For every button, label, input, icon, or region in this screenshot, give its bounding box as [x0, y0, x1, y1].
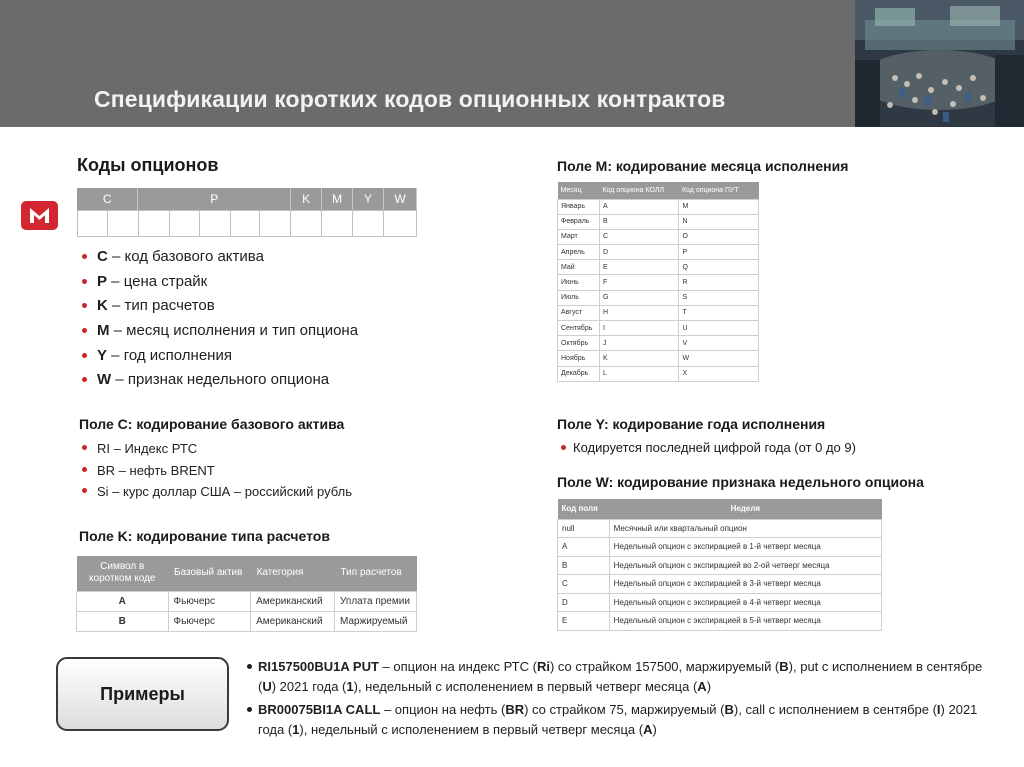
moex-logo [21, 201, 58, 230]
codes-legend-item: P – цена страйк [82, 270, 358, 295]
w-header-cell: Неделя [609, 499, 881, 519]
code-col-y: Y [353, 188, 384, 210]
examples-list [247, 657, 987, 739]
table-row: Ноябрь K W [558, 351, 759, 366]
code-cell [138, 211, 169, 237]
code-col-c: C [77, 188, 138, 210]
table-row: Апрель D P [558, 245, 759, 260]
codes-legend-item: M – месяц исполнения и тип опциона [82, 319, 358, 344]
table-row: Август H T [558, 305, 759, 320]
table-row: Июнь F R [558, 275, 759, 290]
field-c-item: Si – курс доллар США – российский рубль [82, 481, 352, 503]
field-k-heading: Поле K: кодирование типа расчетов [79, 528, 330, 544]
code-cell [384, 211, 417, 237]
field-w-table [557, 499, 882, 631]
codes-legend-list [82, 245, 358, 393]
w-header-cell: Код поля [558, 499, 610, 519]
code-cell [199, 211, 230, 237]
table-row: Октябрь J V [558, 336, 759, 351]
code-cells-row [77, 210, 417, 237]
m-header-cell: Код опциона КОЛЛ [599, 182, 679, 199]
field-c-heading: Поле C: кодирование базового актива [79, 416, 345, 432]
table-row: Июль G S [558, 290, 759, 305]
header-bar [0, 0, 1024, 127]
table-row: Январь A M [558, 199, 759, 214]
code-structure-table [77, 188, 417, 210]
code-col-p: P [138, 188, 291, 210]
table-row: D Недельный опцион с экспирацией в 4-й четверг месяца [558, 593, 882, 612]
field-y-text: Кодируется последней цифрой года (от 0 до 9) [561, 440, 856, 455]
m-header-cell: Код опциона ПУТ [679, 182, 759, 199]
table-row: null Месячный или квартальный опцион [558, 519, 882, 538]
table-row: B Фьючерс Американский Маржируемый [77, 611, 417, 631]
m-header-cell: Месяц [558, 182, 600, 199]
code-cell [291, 211, 322, 237]
table-row: Февраль B N [558, 214, 759, 229]
code-cell [107, 211, 138, 237]
code-cell [78, 211, 108, 237]
codes-legend-item: C – код базового актива [82, 245, 358, 270]
example-item: BR00075BI1A CALL – опцион на нефть (BR) со страйком 75, маржируемый (B), call с исполнением в сентябре (I) 2021 года (1), недельный с исполенением в первый четверг месяца (A) [247, 700, 987, 739]
table-row: Март C O [558, 229, 759, 244]
field-y-heading: Поле Y: кодирование года исполнения [557, 416, 826, 432]
code-cell [230, 211, 260, 237]
code-col-w: W [384, 188, 417, 210]
k-header-cell: Категория [251, 556, 335, 591]
field-c-list [82, 438, 352, 503]
examples-label-box: Примеры [56, 657, 229, 731]
table-row: E Недельный опцион с экспирацией в 5-й четверг месяца [558, 612, 882, 631]
code-col-k: K [291, 188, 322, 210]
code-cell [322, 211, 353, 237]
k-header-cell: Тип расчетов [335, 556, 417, 591]
field-c-item: BR – нефть BRENT [82, 460, 352, 482]
field-w-heading: Поле W: кодирование признака недельного опциона [557, 474, 924, 490]
codes-legend-item: Y – год исполнения [82, 344, 358, 369]
code-col-m: M [322, 188, 353, 210]
field-m-heading: Поле M: кодирование месяца исполнения [557, 158, 849, 174]
code-cell [169, 211, 199, 237]
table-row: B Недельный опцион с экспирацией во 2-ой четверг месяца [558, 556, 882, 575]
table-row: C Недельный опцион с экспирацией в 3-й четверг месяца [558, 575, 882, 594]
example-item: RI157500BU1A PUT – опцион на индекс РТС (Ri) со страйком 157500, маржируемый (B), put с исполнением в сентябре (U) 2021 года (1), недельный с исполенением в первый четверг месяца (A) [247, 657, 987, 696]
k-header-cell: Базовый актив [168, 556, 251, 591]
codes-heading: Коды опционов [77, 155, 219, 175]
codes-legend-item: W – признак недельного опциона [82, 368, 358, 393]
table-row: Декабрь L X [558, 366, 759, 381]
field-k-table [76, 556, 417, 632]
code-cell [260, 211, 291, 237]
table-row: Сентябрь I U [558, 321, 759, 336]
codes-legend-item: K – тип расчетов [82, 294, 358, 319]
field-m-table [557, 182, 759, 382]
code-cell [353, 211, 384, 237]
table-row: A Фьючерс Американский Уплата премии [77, 591, 417, 611]
trading-floor-photo [855, 0, 1024, 127]
page-title: Спецификации коротких кодов опционных контрактов [94, 86, 726, 112]
table-row: Май E Q [558, 260, 759, 275]
k-header-cell: Символ в коротком коде [77, 556, 169, 591]
field-c-item: RI – Индекс РТС [82, 438, 352, 460]
table-row: A Недельный опцион с экспирацией в 1-й четверг месяца [558, 538, 882, 557]
